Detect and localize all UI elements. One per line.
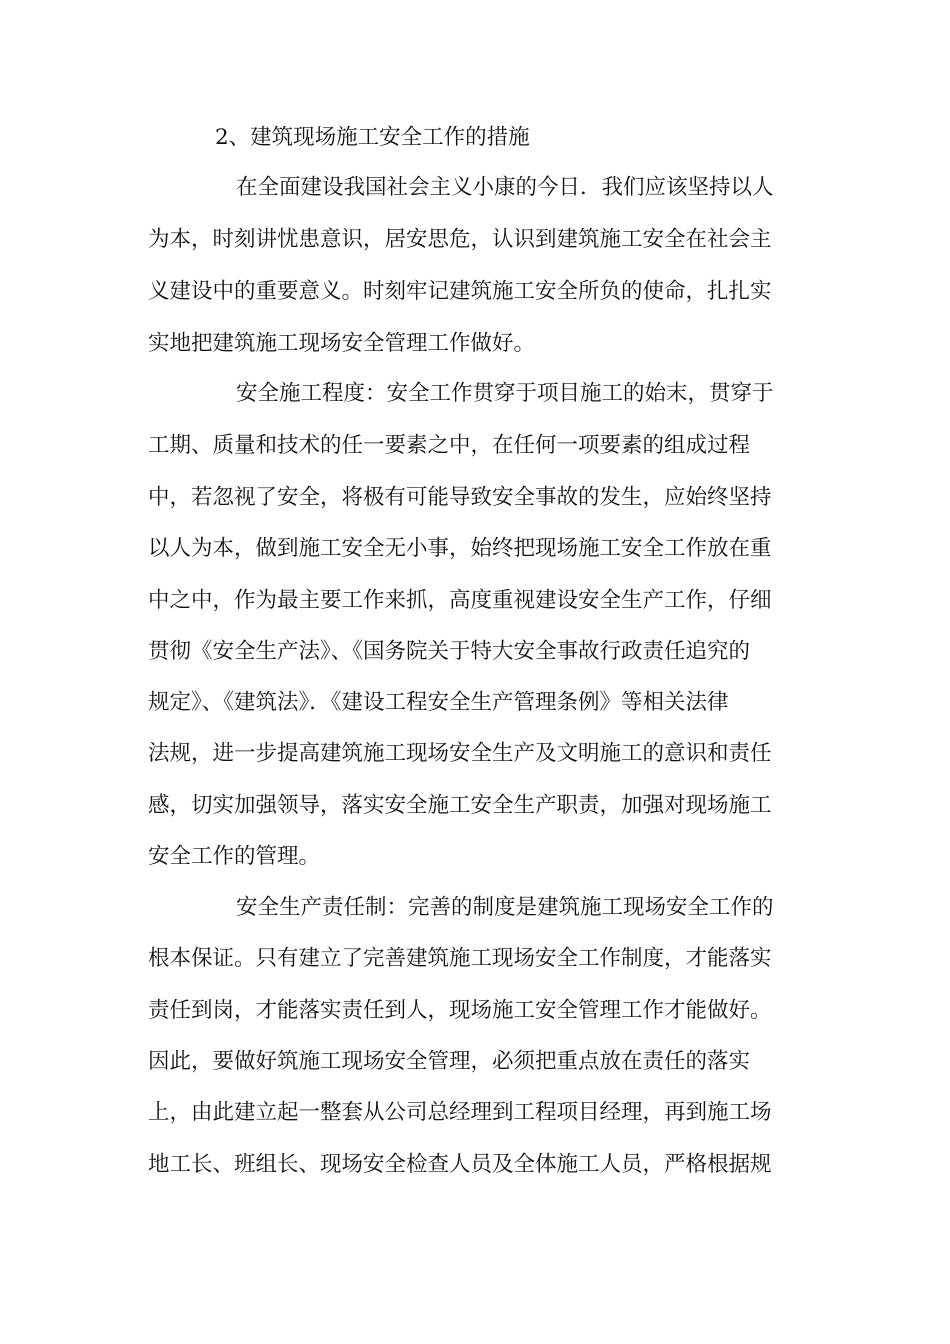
paragraph-2-line-4: 以人为本，做到施工安全无小事，始终把现场施工安全工作放在重: [148, 536, 772, 561]
section-heading: 2、建筑现场施工安全工作的措施: [215, 125, 530, 150]
paragraph-2-line-8: 法规，进一步提高建筑施工现场安全生产及文明施工的意识和责任: [148, 741, 772, 766]
paragraph-1-line-1: 在全面建设我国社会主义小康的今日．我们应该坚持以人: [236, 175, 774, 200]
paragraph-3-line-6: 地工长、班组长、现场安全检查人员及全体施工人员，严格根据规: [148, 1152, 772, 1177]
paragraph-1-line-2: 为本，时刻讲忧患意识，居安思危，认识到建筑施工安全在社会主: [148, 227, 772, 252]
paragraph-2-line-2: 工期、质量和技术的任一要素之中，在任何一项要素的组成过程: [148, 433, 751, 458]
paragraph-2-line-10: 安全工作的管理。: [148, 844, 321, 869]
paragraph-3-line-4: 因此，要做好筑施工现场安全管理，必须把重点放在责任的落实: [148, 1049, 751, 1074]
paragraph-3-line-2: 根本保证。只有建立了完善建筑施工现场安全工作制度，才能落实: [148, 946, 772, 971]
paragraph-2-line-1: 安全施工程度：安全工作贯穿于项目施工的始末，贯穿于: [236, 381, 774, 406]
paragraph-1-line-3: 义建设中的重要意义。时刻牢记建筑施工安全所负的使命，扎扎实: [148, 279, 772, 304]
paragraph-1-line-4: 实地把建筑施工现场安全管理工作做好。: [148, 331, 536, 356]
paragraph-2-line-3: 中，若忽视了安全，将极有可能导致安全事故的发生，应始终坚持: [148, 485, 772, 510]
paragraph-3-line-1: 安全生产责任制：完善的制度是建筑施工现场安全工作的: [236, 895, 774, 920]
paragraph-2-line-5: 中之中，作为最主要工作来抓，高度重视建设安全生产工作，仔细: [148, 588, 772, 613]
paragraph-3-line-3: 责任到岗，才能落实责任到人，现场施工安全管理工作才能做好。: [148, 998, 772, 1023]
paragraph-2-line-7: 规定》、《建筑法》．《建设工程安全生产管理条例》等相关法律: [148, 690, 729, 715]
paragraph-2-line-9: 感，切实加强领导，落实安全施工安全生产职责，加强对现场施工: [148, 793, 772, 818]
paragraph-2-line-6: 贯彻《安全生产法》、《国务院关于特大安全事故行政责任追究的: [148, 639, 751, 664]
paragraph-3-line-5: 上，由此建立起一整套从公司总经理到工程项目经理，再到施工场: [148, 1100, 772, 1125]
